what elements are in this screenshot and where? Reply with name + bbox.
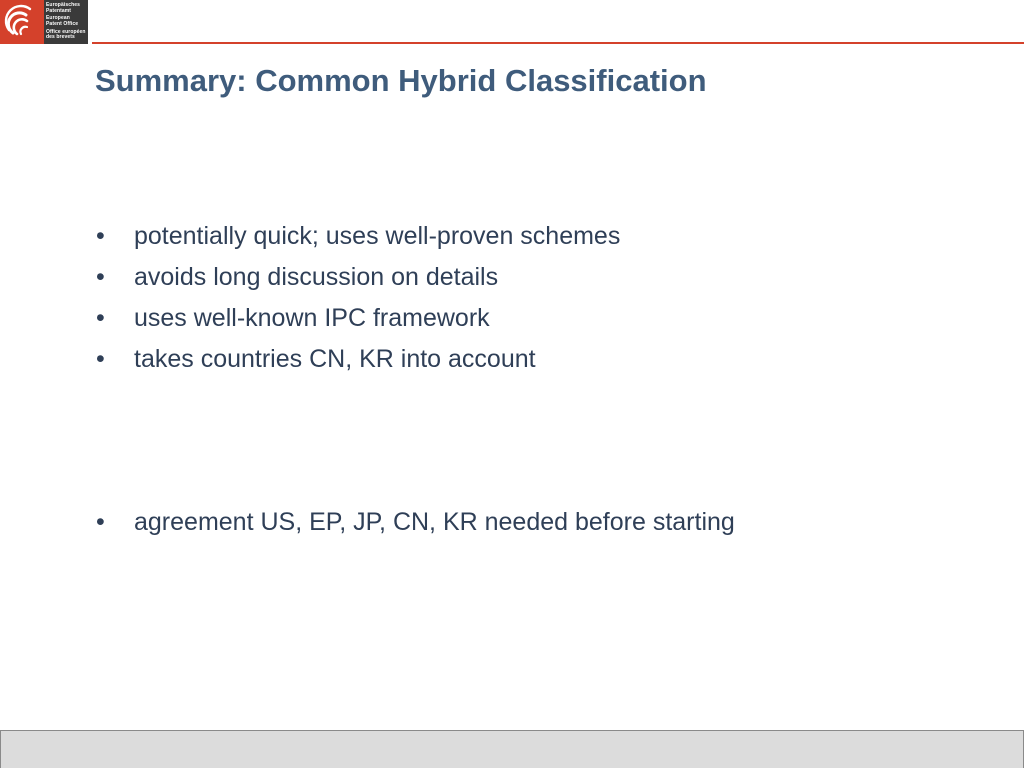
bullet-item bbox=[96, 257, 620, 298]
bullet-glyph: • bbox=[96, 345, 105, 373]
slide-title: Summary: Common Hybrid Classification bbox=[95, 63, 707, 98]
bullet-glyph: • bbox=[96, 263, 105, 291]
bullet-text: takes countries CN, KR into account bbox=[134, 345, 536, 373]
bullet-item bbox=[96, 298, 620, 339]
logo-line: des brevets bbox=[46, 34, 75, 41]
header-divider bbox=[92, 42, 1024, 44]
logo-line: Europäisches bbox=[46, 2, 80, 9]
bullet-list-primary bbox=[96, 216, 620, 380]
bullet-text: agreement US, EP, JP, CN, KR needed before starting bbox=[134, 508, 735, 536]
logo-wordmark bbox=[44, 3, 86, 41]
bullet-glyph: • bbox=[96, 508, 105, 536]
bullet-list-secondary bbox=[96, 502, 735, 543]
bullet-text: potentially quick; uses well-proven schemes bbox=[134, 222, 621, 250]
bullet-glyph: • bbox=[96, 304, 105, 332]
bullet-item bbox=[96, 339, 620, 380]
bullet-item bbox=[96, 502, 735, 543]
logo-line: Patentamt bbox=[46, 7, 72, 14]
bullet-text: uses well-known IPC framework bbox=[134, 304, 490, 332]
epo-spiral-icon bbox=[0, 0, 44, 44]
bullet-item bbox=[96, 216, 620, 257]
logo-line: Office européen bbox=[46, 28, 86, 35]
bullet-text: avoids long discussion on details bbox=[134, 263, 499, 291]
logo-line: Patent Office bbox=[46, 21, 79, 27]
bullet-glyph: • bbox=[96, 222, 105, 250]
epo-logo bbox=[0, 0, 88, 44]
footer-bar bbox=[0, 730, 1024, 768]
logo-line: European bbox=[46, 15, 70, 22]
